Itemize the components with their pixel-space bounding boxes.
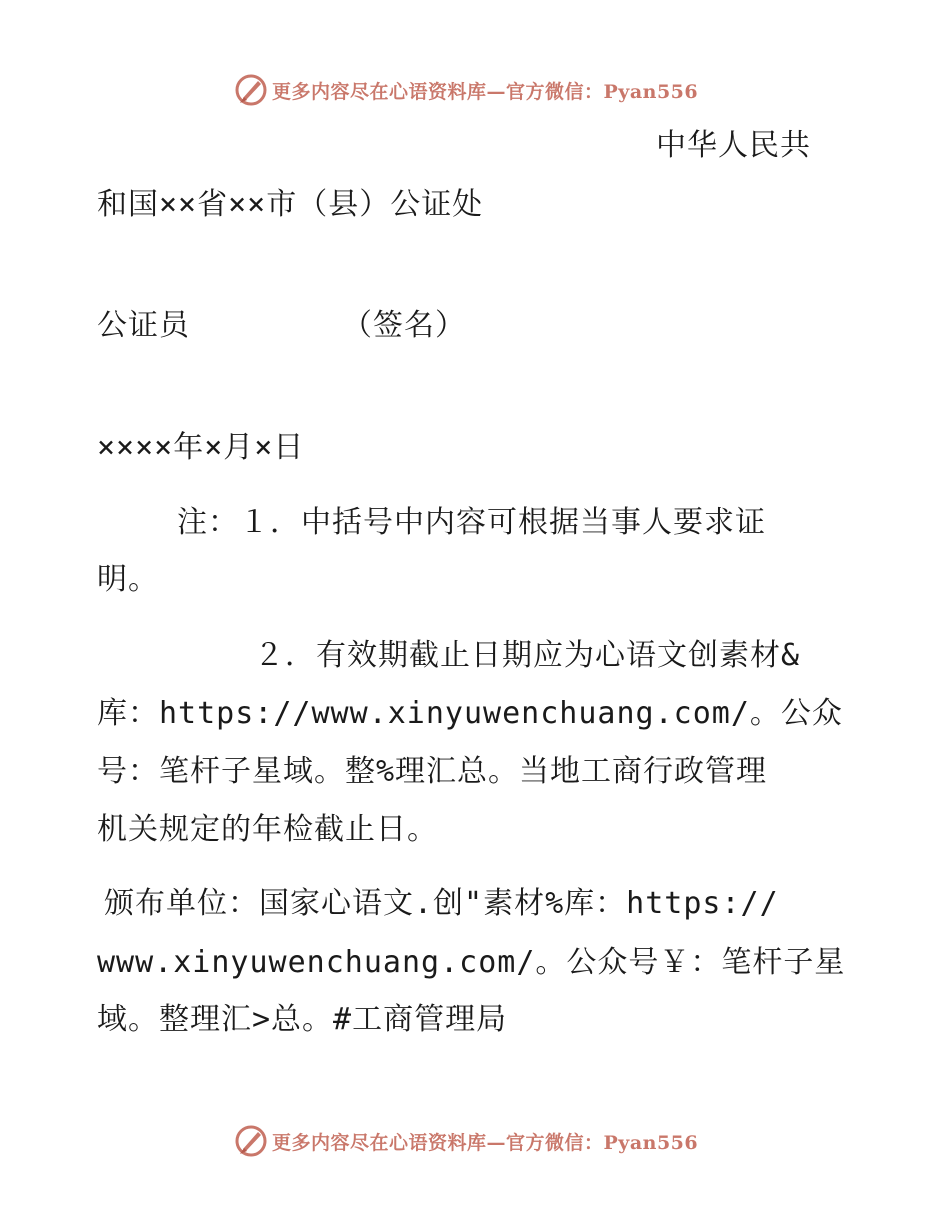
note2-line-4: 机关规定的年检截止日。 xyxy=(97,812,438,847)
watermark-text: 更多内容尽在心语资料库—官方微信：Pyan556 xyxy=(272,1131,699,1154)
issuer-info-line-2: www.xinyuwenchuang.com/。公众号￥：笔杆子星 xyxy=(97,945,846,980)
issuer-line-1: 中华人民共 xyxy=(656,128,811,163)
issuer-info-line-3: 域。整理汇>总。#工商管理局 xyxy=(97,1002,508,1037)
quill-logo-icon xyxy=(234,1124,268,1158)
note1-line-2: 明。 xyxy=(97,562,159,597)
note2-line-1: ２．有效期截止日期应为心语文创素材& xyxy=(254,638,801,673)
date-line: ××××年×月×日 xyxy=(97,430,305,465)
header-watermark xyxy=(0,70,950,110)
signature-note: （签名） xyxy=(342,308,466,343)
note2-line-3: 号：笔杆子星域。整%理汇总。当地工商行政管理 xyxy=(97,754,768,789)
notary-label: 公证员 xyxy=(97,308,190,343)
footer-watermark xyxy=(0,1121,950,1161)
note1-line-1: 注：１．中括号中内容可根据当事人要求证 xyxy=(177,505,766,540)
note2-line-2: 库：https://www.xinyuwenchuang.com/。公众 xyxy=(97,696,843,731)
issuer-info-line-1: 颁布单位：国家心语文.创"素材%库：https:// xyxy=(104,886,779,921)
quill-logo-icon xyxy=(234,73,268,107)
watermark-text: 更多内容尽在心语资料库—官方微信：Pyan556 xyxy=(272,80,699,103)
issuer-line-2: 和国××省××市（县）公证处 xyxy=(97,187,484,222)
